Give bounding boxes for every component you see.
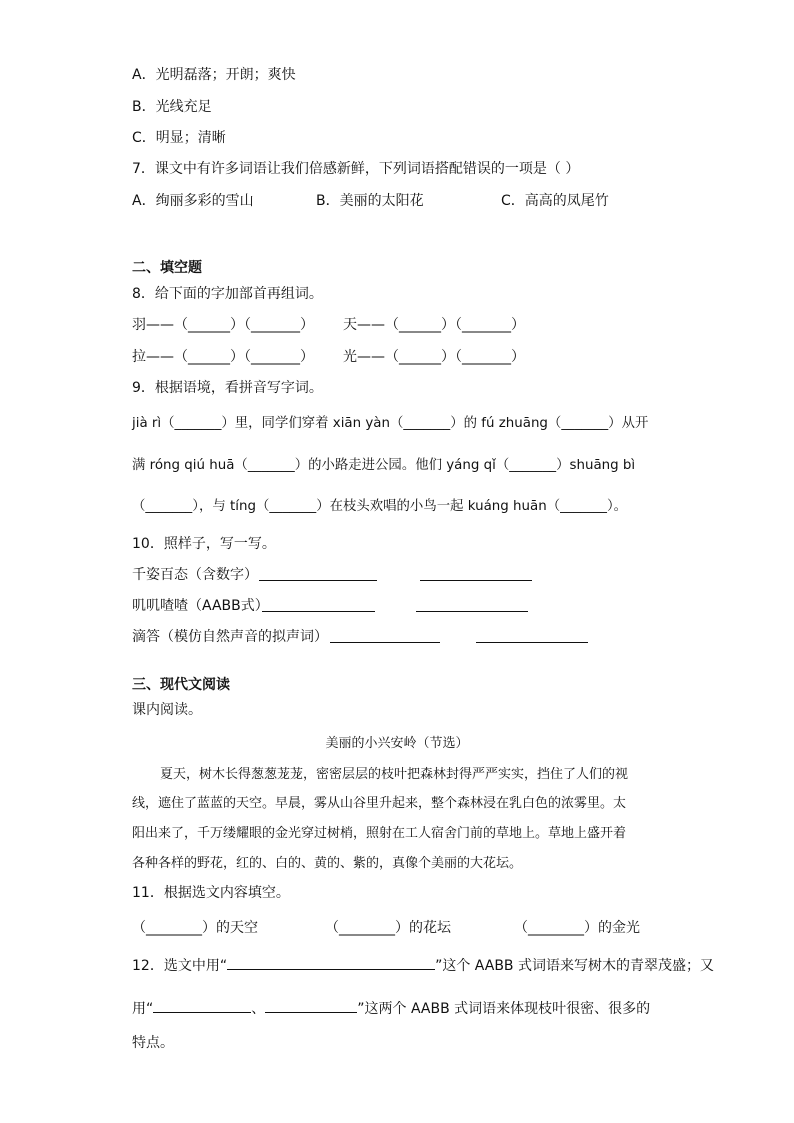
q12-line2-suffix: ”这两个 AABB 式词语来体现枝叶很密、很多的 [357, 1001, 651, 1017]
q8-stem: 8．给下面的字加部首再组词。 [132, 286, 323, 302]
q12-blank-2[interactable] [153, 998, 251, 1013]
q10-row2-blank2[interactable] [416, 597, 528, 612]
passage-line-1: 夏天，树木长得葱葱茏茏，密密层层的枝叶把森林封得严严实实，挡住了人们的视 [160, 767, 629, 782]
q6-option-a: A．光明磊落；开朗；爽快 [132, 67, 296, 83]
q7-option-b: B．美丽的太阳花 [316, 193, 424, 209]
q12-line2-prefix: 用“ [132, 1001, 154, 1017]
q12-line1-prefix: 12．选文中用“ [132, 958, 228, 974]
q11-stem: 11．根据选文内容填空。 [132, 885, 290, 901]
q12-blank-3[interactable] [265, 998, 357, 1013]
q9-line3: （_______），与 tíng（_______）在枝头欢唱的小鸟一起 kuáng huān（_______）。 [132, 499, 628, 514]
passage-line-3: 阳出来了，千万缕耀眼的金光穿过树梢，照射在工人宿舍门前的草地上。草地上盛开着 [132, 826, 627, 841]
q9-line1: jià rì（_______）里，同学们穿着 xiān yàn（_______）的 fú zhuāng（_______）从开 [132, 416, 649, 431]
passage-line-4: 各种各样的野花，红的、白的、黄的、紫的，真像个美丽的大花坛。 [132, 856, 523, 871]
q6-option-c: C．明显；清晰 [132, 130, 226, 146]
q12-line3: 特点。 [132, 1035, 174, 1051]
q8-row2-right: 光——（______）（_______） [343, 349, 525, 365]
q12-line2 [132, 998, 650, 1018]
q10-row3-blank2[interactable] [476, 628, 588, 643]
section-heading-fill-blank: 二、填空题 [132, 260, 202, 276]
q12-blank-1[interactable] [227, 955, 435, 970]
q10-row3-blank1[interactable] [330, 628, 440, 643]
q12-line1-suffix: ”这个 AABB 式词语来写树木的青翠茂盛；又 [435, 958, 714, 974]
passage-title: 美丽的小兴安岭（节选） [325, 736, 469, 751]
q10-row2-label: 叽叽喳喳（AABB式） [132, 598, 269, 614]
q9-stem: 9．根据语境，看拼音写字词。 [132, 380, 323, 396]
q8-row1-left: 羽——（______）（_______） [132, 317, 314, 333]
q10-row3-label: 滴答（模仿自然声音的拟声词） [132, 629, 328, 645]
q10-row1-label: 千姿百态（含数字） [132, 567, 258, 583]
q11-item-3: （________）的金光 [514, 920, 640, 936]
reading-instruction: 课内阅读。 [132, 702, 202, 718]
q8-row2-left: 拉——（______）（_______） [132, 349, 314, 365]
q12-line1 [132, 955, 714, 975]
section-heading-reading: 三、现代文阅读 [132, 677, 230, 693]
q8-row1-right: 天——（______）（_______） [343, 317, 525, 333]
q10-row1-blank2[interactable] [420, 566, 532, 581]
q11-item-1: （________）的天空 [132, 920, 258, 936]
q12-line2-separator: 、 [251, 1001, 266, 1017]
q7-option-a: A．绚丽多彩的雪山 [132, 193, 254, 209]
q6-option-b: B．光线充足 [132, 99, 212, 115]
q11-item-2: （________）的花坛 [325, 920, 451, 936]
q9-line2: 满 róng qiú huā（_______）的小路走进公园。他们 yáng qǐ（_______）shuāng bì [132, 458, 636, 473]
q10-row1-blank1[interactable] [259, 566, 377, 581]
q10-row2-blank1[interactable] [262, 597, 375, 612]
q10-stem: 10．照样子，写一写。 [132, 536, 276, 552]
q7-stem: 7．课文中有许多词语让我们倍感新鲜，下列词语搭配错误的一项是（ ） [132, 161, 580, 177]
q7-option-c: C．高高的凤尾竹 [501, 193, 609, 209]
passage-line-2: 线，遮住了蓝蓝的天空。早晨，雾从山谷里升起来，整个森林浸在乳白色的浓雾里。太 [132, 796, 627, 811]
